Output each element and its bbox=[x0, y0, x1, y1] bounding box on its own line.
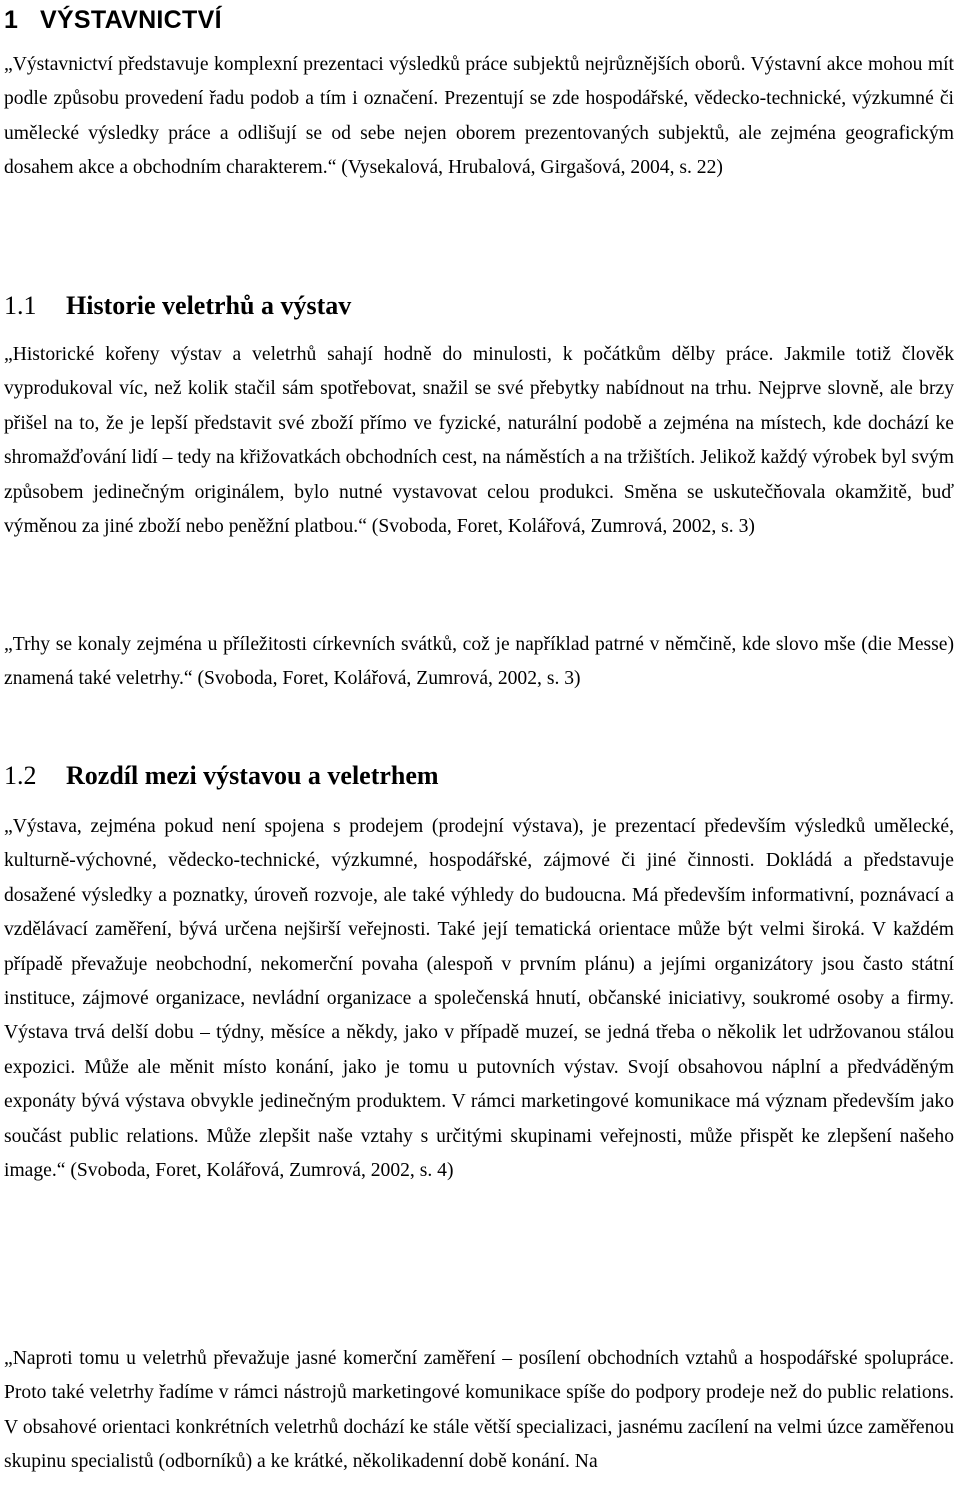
paragraph: „Naproti tomu u veletrhů převažuje jasné komerční zaměření – posílení obchodních vztahů a hospodářské spolupráce. Proto také veletrhy řadíme v rámci nástrojů marketingové komunikace spíše do podpory prodeje než do public relations. V obsahové orientaci konkrétních veletrhů dochází ke stále větší specializaci, jasnému zacílení na velmi úzce zaměřenou skupinu specialistů (odborníků) a ke krátké, několikadenní době konání. Na bbox=[4, 1348, 954, 1473]
section-number: 1.2 bbox=[4, 761, 37, 790]
section-number: 1.1 bbox=[4, 291, 37, 320]
paragraph: „Trhy se konaly zejména u příležitosti církevních svátků, což je například patrné v němčině, kde slovo mše (die Messe) znamená také veletrhy.“ (Svoboda, Foret, Kolářová, Zumrová, 2002, s. 3) bbox=[4, 634, 954, 690]
section-title: Historie veletrhů a výstav bbox=[66, 291, 352, 320]
section-heading-1-2 bbox=[4, 758, 439, 794]
intro-paragraph: „Výstavnictví představuje komplexní prezentaci výsledků práce subjektů nejrůznějších oborů. Výstavní akce mohou mít podle způsobu provedení řadu podob a tím i označení. Prezentují se zde hospodářské, vědecko-technické, výzkumné či umělecké výsledky práce a odlišují se od sebe nejen oborem prezentovaných subjektů, ale zejména geografickým dosahem akce a obchodním charakterem.“ (Vysekalová, Hrubalová, Girgašová, 2004, s. 22) bbox=[4, 54, 954, 179]
chapter-number: 1 bbox=[4, 6, 19, 34]
chapter-heading bbox=[4, 2, 222, 38]
section-heading-1-1 bbox=[4, 288, 351, 324]
section-title: Rozdíl mezi výstavou a veletrhem bbox=[66, 761, 439, 790]
paragraph: „Historické kořeny výstav a veletrhů sahají hodně do minulosti, k počátkům dělby práce. Jakmile totiž člověk vyprodukoval víc, než kolik stačil sám spotřebovat, snažil se své přebytky nabídnout na trhu. Nejprve slovně, ale brzy přišel na to, že je lepší představit své zboží přímo ve fyzické, naturální podobě a zejména na místech, kde dochází ke shromažďování lidí – tedy na křižovatkách obchodních cest, na náměstích a na tržištích. Jelikož každý výrobek byl svým způsobem jedinečným originálem, bylo nutné vystavovat celou produkci. Směna se uskutečňovala okamžitě, buď výměnou za jiné zboží nebo peněžní platbou.“ (Svoboda, Foret, Kolářová, Zumrová, 2002, s. 3) bbox=[4, 344, 954, 538]
paragraph: „Výstava, zejména pokud není spojena s prodejem (prodejní výstava), je prezentací především výsledků umělecké, kulturně-výchovné, vědecko-technické, výzkumné, hospodářské, zájmové či jiné činnosti. Dokládá a představuje dosažené výsledky a poznatky, úroveň rozvoje, ale také výhledy do budoucna. Má především informativní, poznávací a vzdělávací zaměření, bývá určena nejširší veřejnosti. Také její tematická orientace může být velmi široká. V každém případě převažuje neobchodní, nekomerční povaha (alespoň v prvním plánu) a jejími organizátory jsou často státní instituce, zájmové organizace, nevládní organizace a společenská hnutí, občanské iniciativy, soukromé osoby a firmy. Výstava trvá delší dobu – týdny, měsíce a někdy, jako v případě muzeí, se jedná třeba o několik let udržovanou stálou expozici. Může ale měnit místo konání, jako je tomu u putovních výstav. Svojí obsahovou náplní a předváděným exponáty bývá výstava obvykle jedinečným produktem. V rámci marketingové komunikace má význam především jako součást public relations. Může zlepšit naše vztahy s určitými skupinami veřejnosti, může přispět ke zlepšení našeho image.“ (Svoboda, Foret, Kolářová, Zumrová, 2002, s. 4) bbox=[4, 816, 954, 1182]
chapter-title: VÝSTAVNICTVÍ bbox=[39, 6, 222, 34]
